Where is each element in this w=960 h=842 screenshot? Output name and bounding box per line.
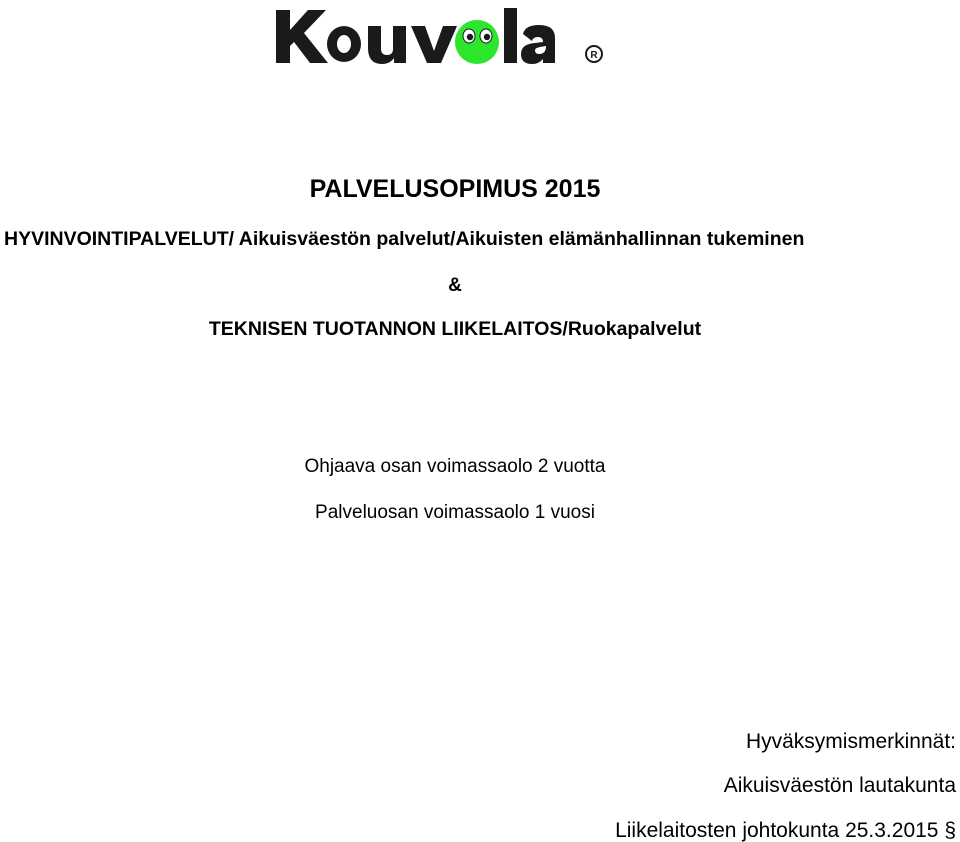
validity-guiding-part: Ohjaava osan voimassaolo 2 vuotta <box>304 456 606 477</box>
svg-text:R: R <box>590 50 598 61</box>
approval-enterprise-board: Liikelaitosten johtokunta 25.3.2015 § <box>615 819 956 842</box>
document-subtitle-line1: HYVINVOINTIPALVELUT/ Aikuisväestön palvelut/Aikuisten elämänhallinnan tukeminen <box>4 228 805 250</box>
approvals-heading: Hyväksymismerkinnät: <box>745 730 956 753</box>
validity-service-part: Palveluosan voimassaolo 1 vuosi <box>315 502 595 523</box>
document-subtitle-line2: TEKNISEN TUOTANNON LIIKELAITOS/Ruokapalvelut <box>208 318 702 340</box>
approval-board: Aikuisväestön lautakunta <box>723 774 956 797</box>
document-title: PALVELUSOPIMUS 2015 <box>309 175 601 203</box>
kouvola-logo <box>272 2 612 74</box>
document-ampersand: & <box>448 275 462 296</box>
kouvola-logo-graphic <box>272 2 612 74</box>
